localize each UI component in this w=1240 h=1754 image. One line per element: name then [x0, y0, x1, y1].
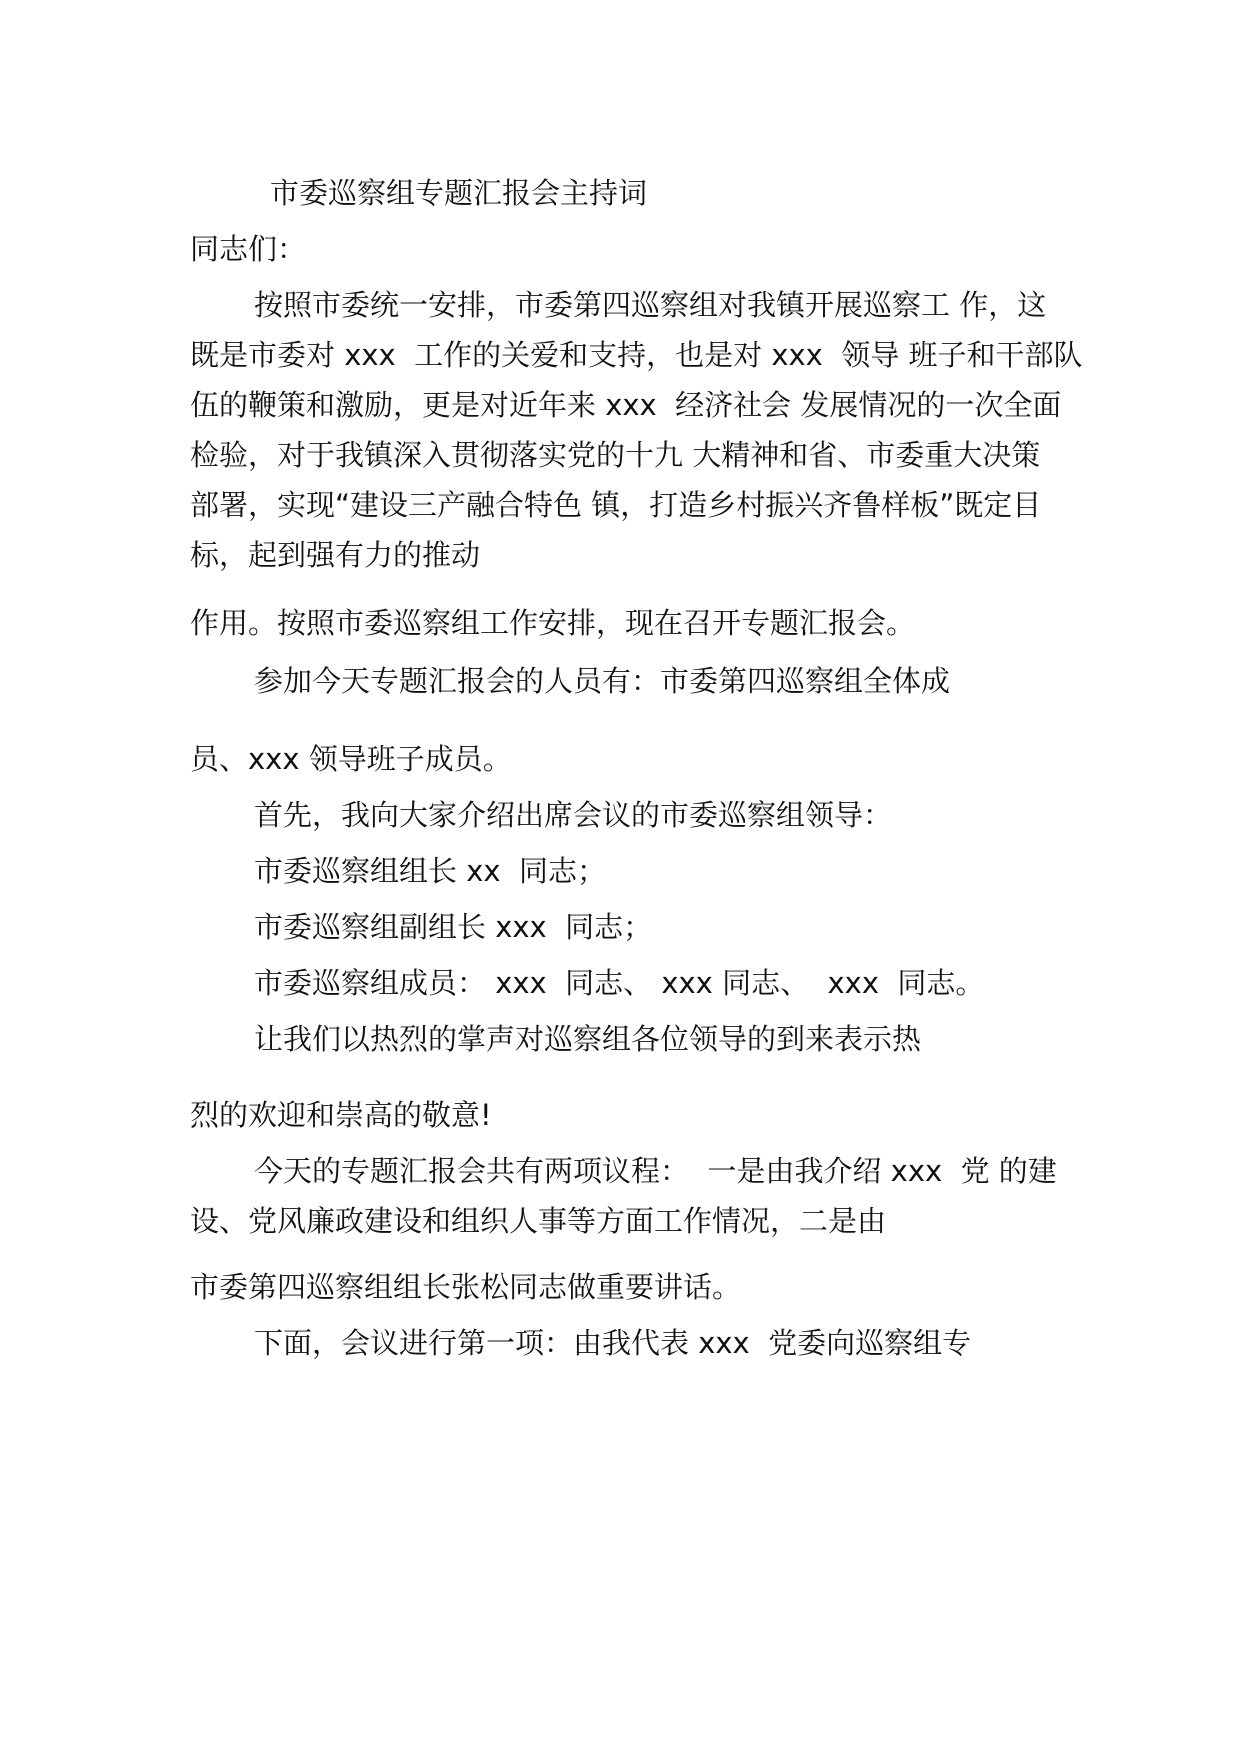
paragraph-line: 今天的专题汇报会共有两项议程： 一是由我介绍 xxx 党 的建 [254, 1154, 1057, 1188]
paragraph-line: 市委第四巡察组组长张松同志做重要讲话。 [190, 1270, 742, 1304]
paragraph-line: 标，起到强有力的推动 [190, 538, 481, 572]
paragraph-line: 既是市委对 xxx 工作的关爱和支持，也是对 xxx 领导 班子和干部队 [190, 338, 1083, 372]
paragraph-line: 市委巡察组组长 xx 同志； [254, 854, 606, 888]
paragraph-line: 按照市委统一安排，市委第四巡察组对我镇开展巡察工 作，这 [254, 288, 1047, 322]
paragraph-line: 市委巡察组副组长 xxx 同志； [254, 910, 653, 944]
paragraph-line: 作用。按照市委巡察组工作安排，现在召开专题汇报会。 [190, 606, 916, 640]
paragraph-line: 首先，我向大家介绍出席会议的市委巡察组领导： [254, 798, 893, 832]
salutation: 同志们： [190, 232, 307, 266]
paragraph-line: 检验，对于我镇深入贯彻落实党的十九 大精神和省、市委重大决策 [190, 438, 1041, 472]
paragraph-line: 参加今天专题汇报会的人员有：市委第四巡察组全体成 [254, 664, 951, 698]
paragraph-line: 让我们以热烈的掌声对巡察组各位领导的到来表示热 [254, 1022, 922, 1056]
paragraph-line: 伍的鞭策和激励，更是对近年来 xxx 经济社会 发展情况的一次全面 [190, 388, 1062, 422]
paragraph-line: 员、xxx 领导班子成员。 [190, 742, 512, 776]
document-title: 市委巡察组专题汇报会主持词 [270, 176, 648, 210]
paragraph-line: 部署，实现“建设三产融合特色 镇，打造乡村振兴齐鲁样板”既定目 [190, 488, 1042, 522]
paragraph-line: 市委巡察组成员： xxx 同志、 xxx 同志、 xxx 同志。 [254, 966, 985, 1000]
paragraph-line: 烈的欢迎和崇高的敬意! [190, 1098, 492, 1132]
paragraph-line: 设、党风廉政建设和组织人事等方面工作情况，二是由 [190, 1204, 887, 1238]
paragraph-line: 下面，会议进行第一项：由我代表 xxx 党委向巡察组专 [254, 1326, 972, 1360]
